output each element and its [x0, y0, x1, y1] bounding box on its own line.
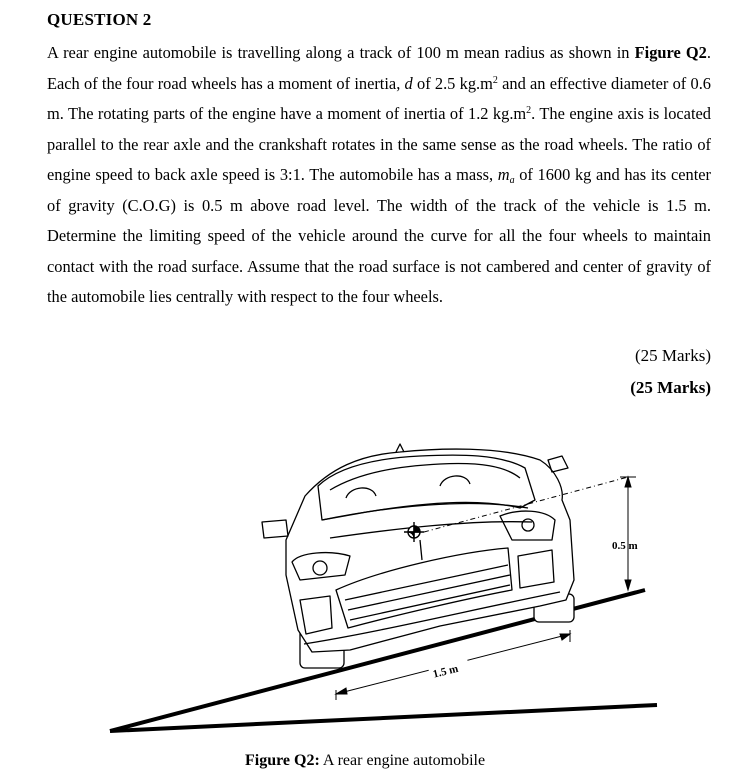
marks-label-bold: (25 Marks) — [630, 378, 711, 397]
height-dimension — [620, 477, 636, 590]
figure-reference: Figure Q2 — [634, 43, 707, 62]
marks-label: (25 Marks) — [634, 346, 711, 365]
question-heading: QUESTION 2 — [47, 10, 152, 29]
question-text: A rear engine automobile is travelling along a track of 100 m mean radius as shown in Figure Q2. Each of the four road wheels has a moment of inertia, d of 2.5 $kg.m^2$ and an effective diameter of 0.6 m. The rotating parts of the engine have a moment of inertia of 1.2 $kg.m^2$. The engine axis is located parallel to the rear axle and the crankshaft rotates in the same sense as the road wheels. The ratio of engine speed to back axle speed is 3:1. The automobile has a mass, $m_a$ of 1600 kg and has its center of gravity (C.O.G) is 0.5 m above road level. The width of the track of the vehicle is 1.5 m. Determine the limiting speed of the vehicle around the curve for all the four wheels to maintain contact with the road surface. Assume that the road surface is not cambered and center of gravity of the automobile lies centrally with respect to the four wheels. — [47, 43, 711, 306]
track-width-label: 1.5 m — [431, 662, 460, 681]
car-illustration — [262, 444, 574, 668]
car-on-inclined-road-figure — [0, 420, 747, 750]
figure-caption: Figure Q2: A rear engine automobile — [245, 752, 486, 769]
height-dimension-label: 0.5 m — [612, 540, 638, 552]
